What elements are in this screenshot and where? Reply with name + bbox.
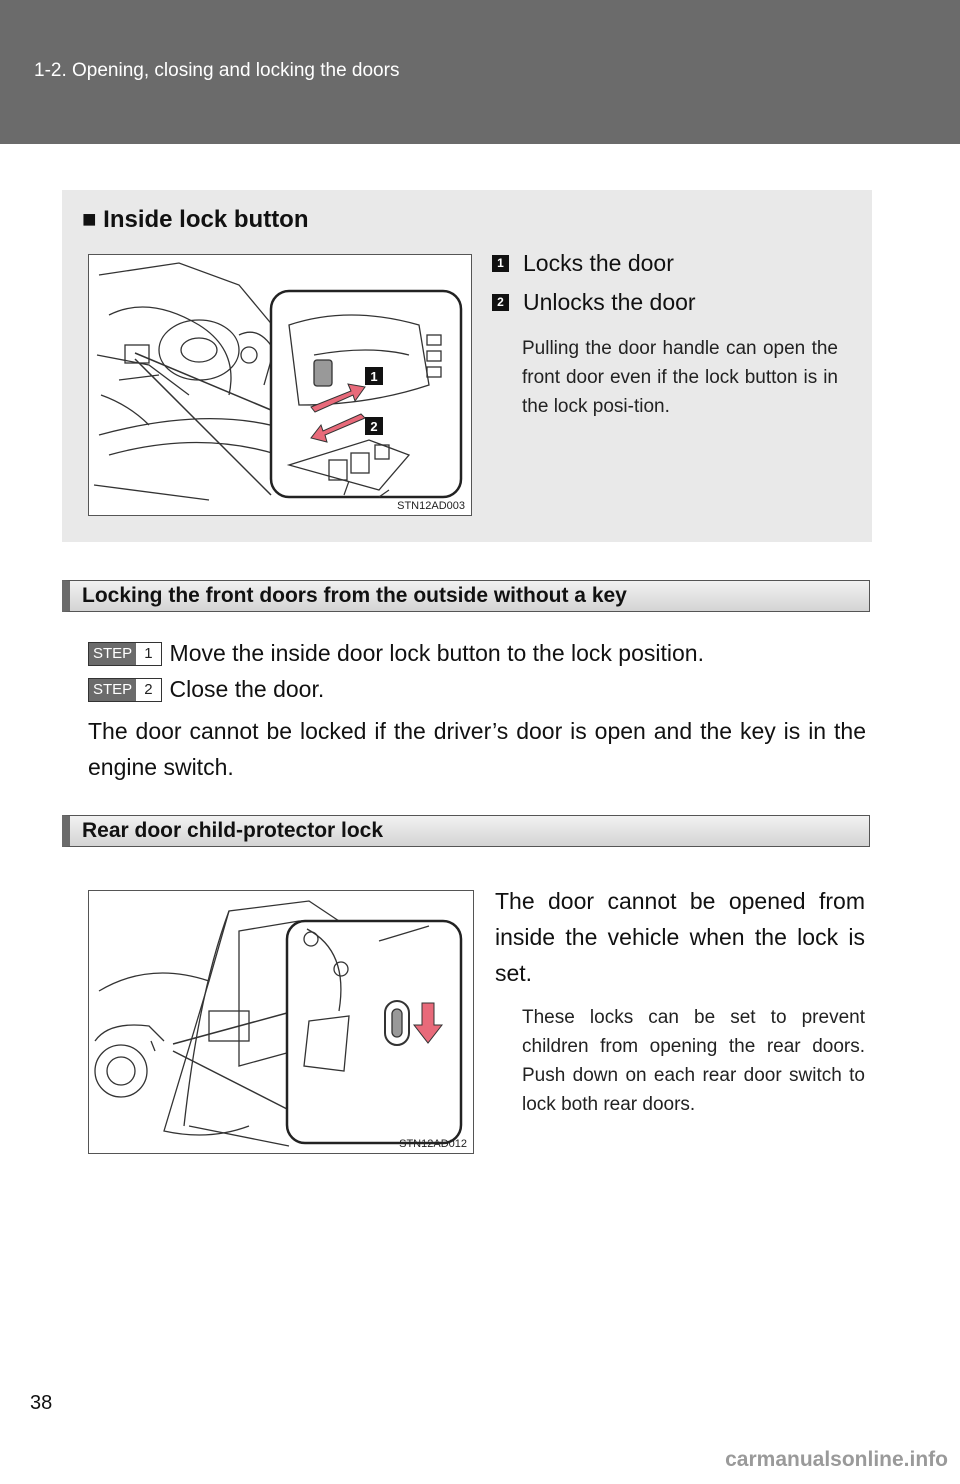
section-title: Rear door child-protector lock [82,819,384,842]
page-number: 38 [30,1392,53,1414]
section-heading-lock-without-key [62,580,870,612]
item-label: Locks the door [523,250,674,276]
inside-lock-heading: ■ Inside lock button [82,206,309,233]
lock-item-1 [492,250,674,277]
inside-lock-note: Pulling the door handle can open the front door even if the lock button is in the lock posi-tion. [522,338,838,417]
door-interior-illustration [89,255,471,515]
step-number: 2 [136,679,160,701]
child-lock-lead: The door cannot be opened from inside the vehicle when the lock is set. [495,888,865,986]
chapter-title: 1-2. Opening, closing and locking the doors [34,60,400,81]
child-lock-note: These locks can be set to prevent children from opening the rear doors. Push down on each rear door switch to lock both rear doors. [522,1007,865,1115]
lock-item-2 [492,289,696,316]
inside-lock-infobox [62,190,872,542]
step-label: STEP [89,643,136,665]
step-1 [88,640,704,667]
figure-code: STN12AD003 [397,500,465,512]
step-badge [88,642,162,666]
lock-without-key-paragraph: The door cannot be locked if the driver’s door is open and the key is in the engine switch. [88,718,866,780]
watermark: carmanualsonline.info [725,1448,948,1471]
step-2 [88,676,324,703]
step-badge [88,678,162,702]
rear-door-illustration [89,891,473,1153]
callout-1-label: 1 [370,369,378,384]
item-label: Unlocks the door [523,289,696,315]
page-header [0,0,960,144]
section-title: Locking the front doors from the outside without a key [82,584,627,607]
child-lock-figure [88,890,474,1154]
step-text: Close the door. [169,676,325,702]
callout-2-label: 2 [370,419,378,434]
item-number-badge: 1 [492,255,509,272]
step-text: Move the inside door lock button to the lock position. [169,640,704,666]
inside-lock-figure [88,254,472,516]
step-label: STEP [89,679,136,701]
item-number-badge: 2 [492,294,509,311]
section-heading-child-lock [62,815,870,847]
step-number: 1 [136,643,160,665]
figure-code: STN12AD012 [399,1138,467,1150]
